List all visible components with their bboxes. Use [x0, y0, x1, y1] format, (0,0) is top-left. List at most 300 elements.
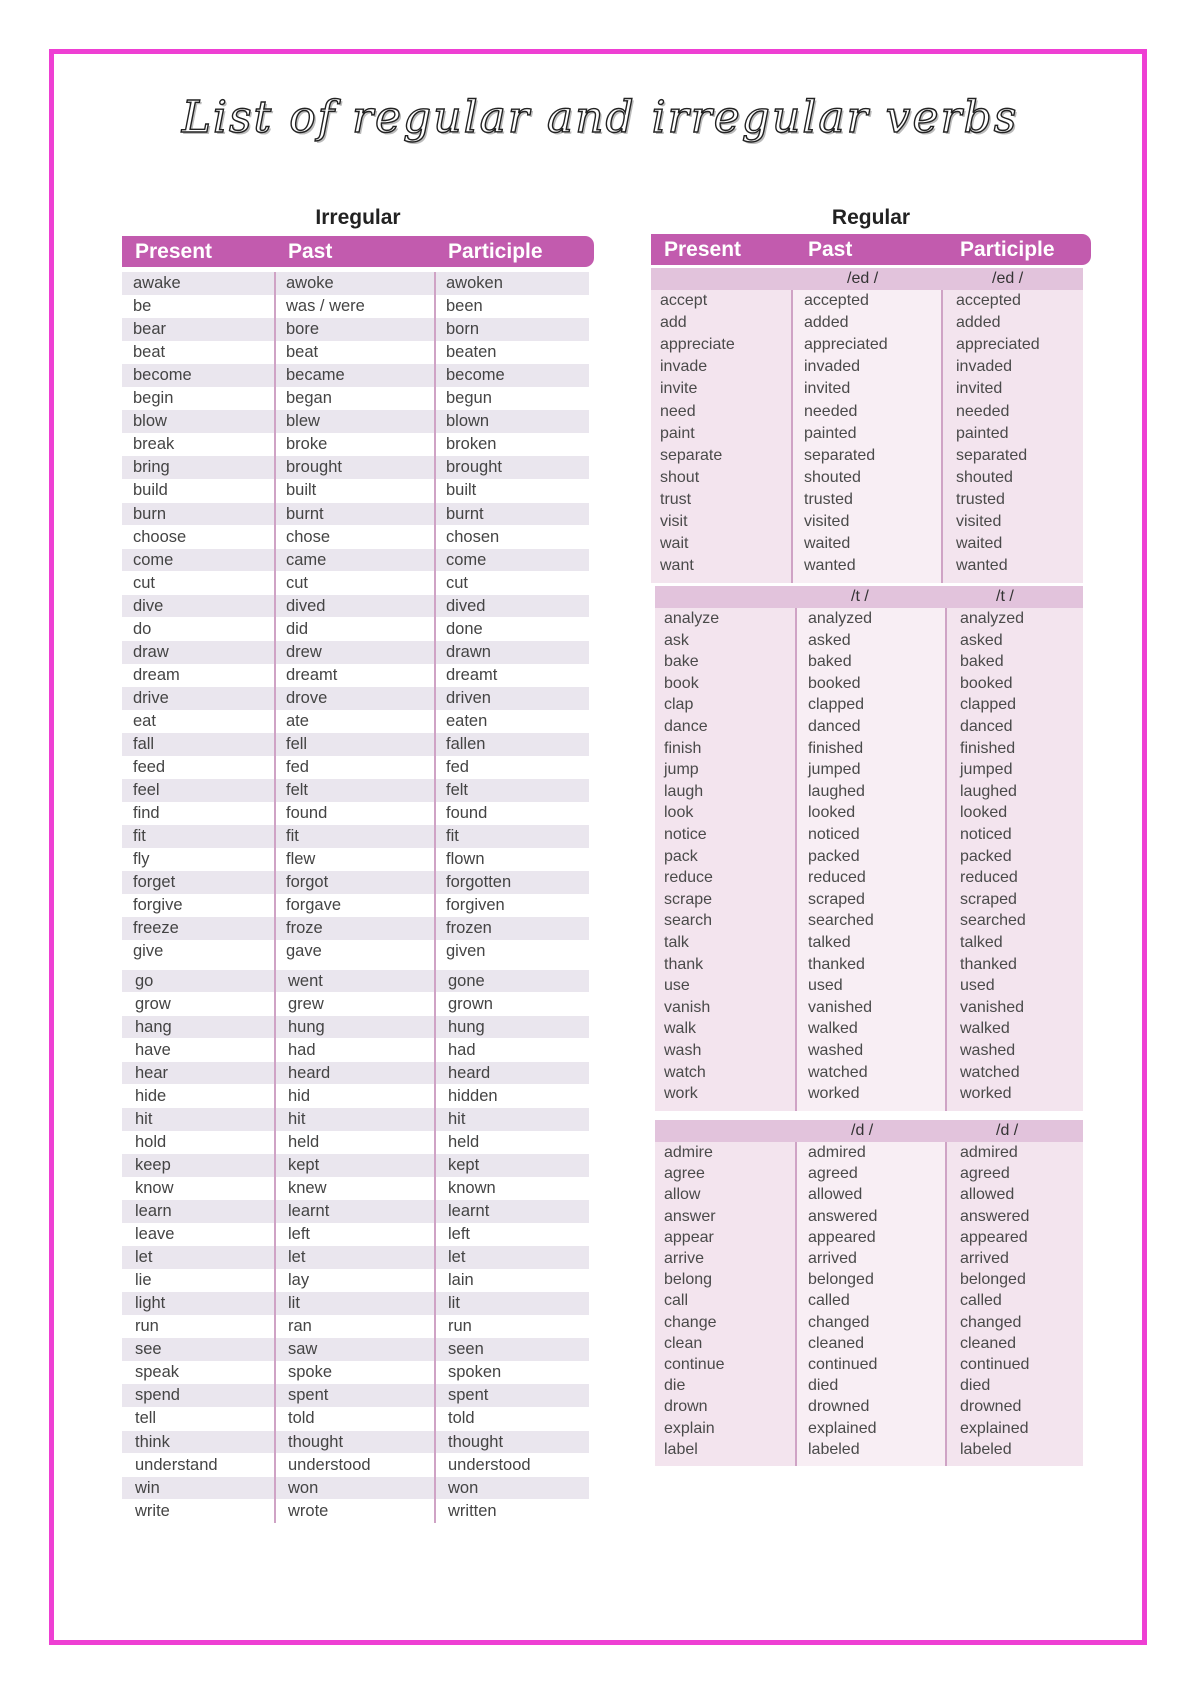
regular-past: labeled [808, 1440, 860, 1458]
irregular-past: lay [288, 1271, 310, 1290]
regular-participle: visited [956, 513, 1002, 530]
regular-past: used [808, 977, 843, 995]
regular-participle-sound: /ed / [992, 270, 1024, 287]
regular-past: asked [808, 631, 851, 649]
irregular-past: spent [288, 1386, 329, 1405]
regular-participle: booked [960, 674, 1013, 692]
irregular-past: went [288, 971, 323, 990]
irregular-participle: dreamt [446, 665, 498, 684]
regular-participle: danced [960, 718, 1013, 735]
regular-present: book [664, 674, 699, 692]
regular-participle: continued [960, 1356, 1030, 1373]
regular-past: arrived [808, 1250, 857, 1267]
regular-past: washed [808, 1042, 864, 1059]
regular-participle: baked [960, 653, 1004, 671]
irregular-past: drove [286, 688, 328, 707]
irregular-row [122, 1338, 589, 1361]
regular-participle: waited [956, 535, 1003, 553]
regular-present: label [664, 1440, 698, 1458]
regular-past: admired [808, 1144, 866, 1161]
regular-group [655, 1120, 1083, 1466]
regular-participle: died [960, 1377, 991, 1395]
irregular-past: fell [286, 735, 308, 753]
regular-participle: invaded [956, 358, 1013, 376]
regular-past: added [804, 314, 849, 332]
irregular-past: became [286, 366, 345, 385]
regular-past: separated [804, 446, 876, 464]
regular-past: packed [808, 847, 860, 865]
irregular-participle: frozen [446, 919, 492, 938]
regular-past: shouted [804, 468, 861, 486]
irregular-row [122, 940, 589, 963]
irregular-participle: blown [446, 412, 490, 431]
regular-past: analyzed [808, 610, 873, 627]
irregular-present: understand [135, 1455, 218, 1474]
regular-group [651, 268, 1083, 583]
irregular-present: awake [133, 274, 181, 292]
regular-group [655, 586, 1083, 1111]
regular-participle: labeled [960, 1440, 1012, 1458]
irregular-participle: given [446, 942, 486, 961]
irregular-present: think [135, 1432, 170, 1451]
regular-past: walked [808, 1020, 858, 1038]
regular-participle: answered [960, 1207, 1030, 1225]
regular-past: watched [808, 1063, 868, 1081]
regular-present: dance [664, 718, 708, 735]
regular-divider [941, 290, 943, 583]
irregular-past: hung [288, 1017, 325, 1036]
irregular-present: have [135, 1040, 171, 1059]
regular-present: look [664, 804, 694, 822]
irregular-past: felt [286, 781, 309, 800]
regular-participle: vanished [960, 998, 1025, 1016]
irregular-past: came [286, 550, 327, 569]
irregular-past: built [286, 481, 317, 500]
irregular-participle: beaten [446, 343, 497, 362]
irregular-present: dream [133, 665, 180, 684]
regular-present: bake [664, 653, 699, 671]
irregular-past: heard [288, 1063, 331, 1082]
irregular-row [122, 1292, 589, 1315]
irregular-present: bring [133, 458, 170, 477]
irregular-row [122, 756, 589, 779]
regular-present: reduce [664, 869, 713, 887]
regular-col-past: Past [808, 238, 853, 261]
irregular-participle: understood [448, 1455, 531, 1474]
irregular-divider [434, 272, 436, 1523]
irregular-participle: drawn [446, 642, 491, 661]
irregular-present: dive [133, 596, 164, 615]
regular-present: use [664, 977, 690, 995]
regular-participle: analyzed [960, 610, 1025, 627]
regular-participle: appeared [960, 1228, 1028, 1246]
irregular-row [122, 1407, 589, 1430]
irregular-past: flew [286, 850, 316, 869]
regular-past: appeared [808, 1228, 876, 1246]
regular-participle: jumped [960, 761, 1013, 779]
irregular-past: brought [286, 458, 342, 477]
regular-present: die [664, 1377, 686, 1395]
regular-participle: washed [960, 1042, 1016, 1059]
regular-participle: laughed [960, 782, 1017, 800]
regular-participle: cleaned [960, 1334, 1017, 1352]
regular-present: clap [664, 696, 694, 714]
regular-past-sound: /ed / [847, 270, 879, 287]
regular-participle: finished [960, 739, 1016, 757]
regular-present: walk [664, 1020, 697, 1038]
irregular-participle: chosen [446, 527, 500, 546]
irregular-past: ate [286, 711, 309, 730]
regular-present: appear [664, 1228, 714, 1246]
regular-past: continued [808, 1356, 878, 1373]
irregular-row [122, 526, 589, 549]
regular-participle: invited [956, 380, 1003, 398]
irregular-participle: felt [446, 781, 469, 800]
irregular-row [122, 410, 589, 433]
regular-past: finished [808, 739, 864, 757]
regular-past: appreciated [804, 336, 888, 354]
irregular-row [122, 318, 589, 341]
regular-participle: asked [960, 631, 1003, 649]
irregular-participle: run [448, 1317, 472, 1336]
regular-present: scrape [664, 890, 713, 908]
irregular-row [122, 1085, 589, 1108]
irregular-past: drew [286, 642, 322, 661]
regular-past: died [808, 1377, 839, 1395]
irregular-row [122, 1269, 589, 1292]
irregular-present: give [133, 942, 164, 961]
irregular-row [122, 549, 589, 572]
irregular-present: do [133, 619, 152, 638]
irregular-past: began [286, 389, 332, 408]
irregular-participle: born [446, 320, 480, 339]
regular-present: answer [664, 1207, 716, 1225]
irregular-row [122, 1223, 589, 1246]
irregular-present: leave [135, 1225, 175, 1244]
regular-present: explain [664, 1419, 715, 1437]
irregular-row [122, 1246, 589, 1269]
regular-past: cleaned [808, 1334, 865, 1352]
irregular-present: hit [135, 1109, 153, 1128]
regular-participle: accepted [956, 292, 1021, 309]
irregular-row [122, 1131, 589, 1154]
irregular-present: hold [135, 1132, 167, 1151]
regular-past: trusted [804, 490, 853, 508]
irregular-past: knew [288, 1178, 327, 1197]
irregular-past: ran [288, 1317, 312, 1336]
regular-present: thank [664, 955, 704, 973]
regular-present: add [660, 314, 687, 332]
irregular-past: did [286, 619, 309, 638]
irregular-row [122, 733, 589, 756]
irregular-row [122, 1315, 589, 1338]
irregular-participle: hit [448, 1109, 466, 1128]
irregular-row [122, 1454, 589, 1477]
irregular-present: cut [133, 573, 156, 592]
regular-present: clean [664, 1334, 703, 1352]
irregular-participle: gone [448, 971, 485, 990]
regular-past: wanted [804, 557, 856, 575]
irregular-present: run [135, 1317, 159, 1336]
regular-participle: drowned [960, 1398, 1022, 1416]
irregular-past: won [288, 1478, 319, 1497]
regular-divider [791, 290, 793, 583]
regular-present: wait [660, 535, 689, 553]
regular-sound-band [655, 586, 1083, 608]
regular-participle: packed [960, 847, 1012, 865]
regular-participle: separated [956, 446, 1028, 464]
regular-past: drowned [808, 1398, 870, 1416]
irregular-row [122, 364, 589, 387]
irregular-past: lit [288, 1294, 300, 1313]
regular-present: arrive [664, 1250, 705, 1267]
regular-participle: searched [960, 912, 1026, 930]
irregular-present: choose [133, 527, 187, 546]
irregular-participle: broken [446, 435, 497, 454]
regular-header-bar [651, 234, 1091, 265]
regular-present: jump [664, 761, 699, 779]
irregular-present: spend [135, 1386, 180, 1405]
irregular-participle: known [448, 1178, 496, 1197]
irregular-present: lie [135, 1271, 152, 1290]
irregular-row [122, 1200, 589, 1223]
irregular-present: bear [133, 320, 167, 339]
irregular-participle: driven [446, 688, 491, 707]
regular-present: analyze [664, 610, 720, 627]
irregular-participle: told [448, 1409, 475, 1428]
irregular-participle: cut [446, 573, 469, 592]
page-title: List of regular and irregular verbs [181, 92, 1019, 143]
regular-present: agree [664, 1165, 705, 1183]
regular-past: laughed [808, 782, 865, 800]
irregular-past: beat [286, 343, 319, 362]
regular-present: pack [664, 847, 698, 865]
irregular-row [122, 1431, 589, 1454]
irregular-present: freeze [133, 919, 179, 938]
irregular-past: found [286, 804, 328, 823]
regular-participle: used [960, 977, 995, 995]
irregular-present: come [133, 550, 174, 569]
irregular-row [122, 1477, 589, 1500]
irregular-row [122, 387, 589, 410]
irregular-past: awoke [286, 274, 334, 292]
irregular-past: wrote [288, 1501, 329, 1520]
irregular-past: hit [288, 1109, 306, 1128]
regular-participle: wanted [956, 557, 1008, 575]
regular-past: needed [804, 402, 858, 420]
regular-divider [795, 608, 797, 1111]
irregular-present: keep [135, 1155, 171, 1174]
irregular-present: begin [133, 389, 174, 408]
regular-present: appreciate [660, 336, 735, 354]
irregular-present: grow [135, 994, 171, 1013]
irregular-row [122, 1062, 589, 1085]
irregular-participle: lain [448, 1271, 474, 1290]
irregular-participle: had [448, 1040, 476, 1059]
regular-participle: agreed [960, 1165, 1010, 1183]
regular-participle: changed [960, 1313, 1022, 1331]
regular-present: laugh [664, 782, 704, 800]
regular-present: finish [664, 739, 702, 757]
irregular-participle: begun [446, 389, 492, 408]
irregular-participle: hidden [448, 1086, 498, 1105]
irregular-participle: become [446, 366, 505, 385]
irregular-row [122, 1016, 589, 1039]
irregular-participle: fed [446, 758, 469, 777]
irregular-row [122, 1384, 589, 1407]
regular-present: watch [664, 1063, 706, 1081]
regular-participle: talked [960, 934, 1003, 951]
regular-present: call [664, 1292, 689, 1310]
regular-present: invite [660, 380, 698, 398]
irregular-present: light [135, 1294, 166, 1313]
irregular-past: understood [288, 1455, 371, 1474]
irregular-col-past: Past [288, 240, 333, 263]
irregular-past: dreamt [286, 665, 338, 684]
irregular-past: let [288, 1248, 306, 1267]
regular-participle: looked [960, 804, 1008, 822]
regular-divider [945, 1142, 947, 1466]
regular-present: work [664, 1085, 698, 1103]
regular-present: trust [660, 490, 692, 508]
irregular-present: forgive [133, 896, 183, 915]
irregular-participle: been [446, 297, 483, 316]
regular-participle: appreciated [956, 336, 1040, 354]
irregular-present: hang [135, 1017, 172, 1036]
irregular-row [122, 1154, 589, 1177]
irregular-row [122, 779, 589, 802]
irregular-row [122, 687, 589, 710]
regular-past: changed [808, 1313, 870, 1331]
irregular-row [122, 572, 589, 595]
regular-past: answered [808, 1207, 878, 1225]
irregular-participle: forgiven [446, 896, 505, 915]
irregular-participle: hung [448, 1017, 485, 1036]
irregular-present: burn [133, 504, 167, 523]
irregular-row [122, 825, 589, 848]
regular-past: danced [808, 718, 861, 735]
irregular-row [122, 664, 589, 687]
irregular-row [122, 503, 589, 526]
regular-divider [945, 608, 947, 1111]
regular-past: jumped [808, 761, 861, 779]
irregular-row [122, 456, 589, 479]
irregular-row [122, 641, 589, 664]
regular-sound-band [651, 268, 1083, 290]
regular-participle: painted [956, 424, 1009, 442]
regular-present: admire [664, 1144, 713, 1161]
regular-past-sound: /t / [851, 588, 869, 605]
irregular-participle: burnt [446, 504, 484, 523]
irregular-present: write [135, 1501, 170, 1520]
irregular-col-present: Present [135, 240, 213, 263]
regular-present: belong [664, 1271, 713, 1289]
regular-participle: reduced [960, 869, 1018, 887]
irregular-row [122, 1108, 589, 1131]
irregular-present: blow [133, 412, 167, 431]
irregular-present: fall [133, 735, 155, 753]
regular-present: drown [664, 1398, 708, 1416]
regular-present: need [660, 402, 696, 420]
irregular-past: was / were [286, 297, 365, 316]
irregular-row [122, 871, 589, 894]
irregular-present: feel [133, 781, 160, 800]
regular-past: painted [804, 424, 857, 442]
regular-participle: added [956, 314, 1001, 332]
regular-past: baked [808, 653, 852, 671]
irregular-past: fit [286, 827, 299, 846]
irregular-row [122, 1500, 589, 1523]
regular-participle-sound: /t / [996, 588, 1014, 605]
irregular-past: had [288, 1040, 316, 1059]
irregular-past: thought [288, 1432, 344, 1451]
regular-past: waited [804, 535, 851, 553]
irregular-row [122, 802, 589, 825]
regular-participle: allowed [960, 1186, 1015, 1204]
regular-present: change [664, 1313, 717, 1331]
regular-sound-band [655, 1120, 1083, 1142]
irregular-past: grew [288, 994, 324, 1013]
regular-present: accept [660, 292, 708, 309]
irregular-participle: eaten [446, 711, 488, 730]
regular-present: wash [664, 1042, 702, 1059]
irregular-past: kept [288, 1155, 320, 1174]
irregular-present: go [135, 971, 154, 990]
irregular-past: chose [286, 527, 331, 546]
irregular-participle: lit [448, 1294, 460, 1313]
regular-present: visit [660, 513, 688, 530]
regular-heading: Regular [831, 206, 911, 229]
irregular-present: feed [133, 758, 166, 777]
regular-col-participle: Participle [960, 238, 1055, 261]
regular-participle: needed [956, 402, 1010, 420]
irregular-participle: seen [448, 1340, 484, 1359]
regular-participle: called [960, 1292, 1002, 1310]
irregular-row [122, 917, 589, 940]
irregular-present: speak [135, 1363, 180, 1382]
regular-past: searched [808, 912, 874, 930]
irregular-past: held [288, 1132, 320, 1151]
irregular-participle: left [448, 1225, 471, 1244]
regular-present: separate [660, 446, 723, 464]
irregular-present: know [135, 1178, 174, 1197]
irregular-participle: fit [446, 827, 459, 846]
regular-participle: thanked [960, 955, 1017, 973]
regular-participle: trusted [956, 490, 1005, 508]
regular-participle: clapped [960, 696, 1017, 714]
irregular-past: gave [286, 942, 322, 961]
regular-past: thanked [808, 955, 865, 973]
regular-present: ask [664, 631, 689, 649]
irregular-past: cut [286, 573, 309, 592]
irregular-participle: done [446, 619, 483, 638]
irregular-present: let [135, 1248, 153, 1267]
regular-participle: shouted [956, 468, 1013, 486]
irregular-present: eat [133, 711, 156, 730]
regular-participle: belonged [960, 1271, 1026, 1289]
irregular-past: blew [286, 412, 320, 431]
irregular-present: forget [133, 873, 176, 892]
irregular-present: fly [133, 850, 150, 869]
irregular-participle: held [448, 1132, 480, 1151]
irregular-present: learn [135, 1202, 172, 1220]
irregular-past: burnt [286, 504, 324, 523]
regular-divider [795, 1142, 797, 1466]
irregular-row [122, 1039, 589, 1062]
regular-past: talked [808, 934, 851, 951]
irregular-present: break [133, 435, 175, 454]
irregular-participle: flown [446, 850, 485, 869]
